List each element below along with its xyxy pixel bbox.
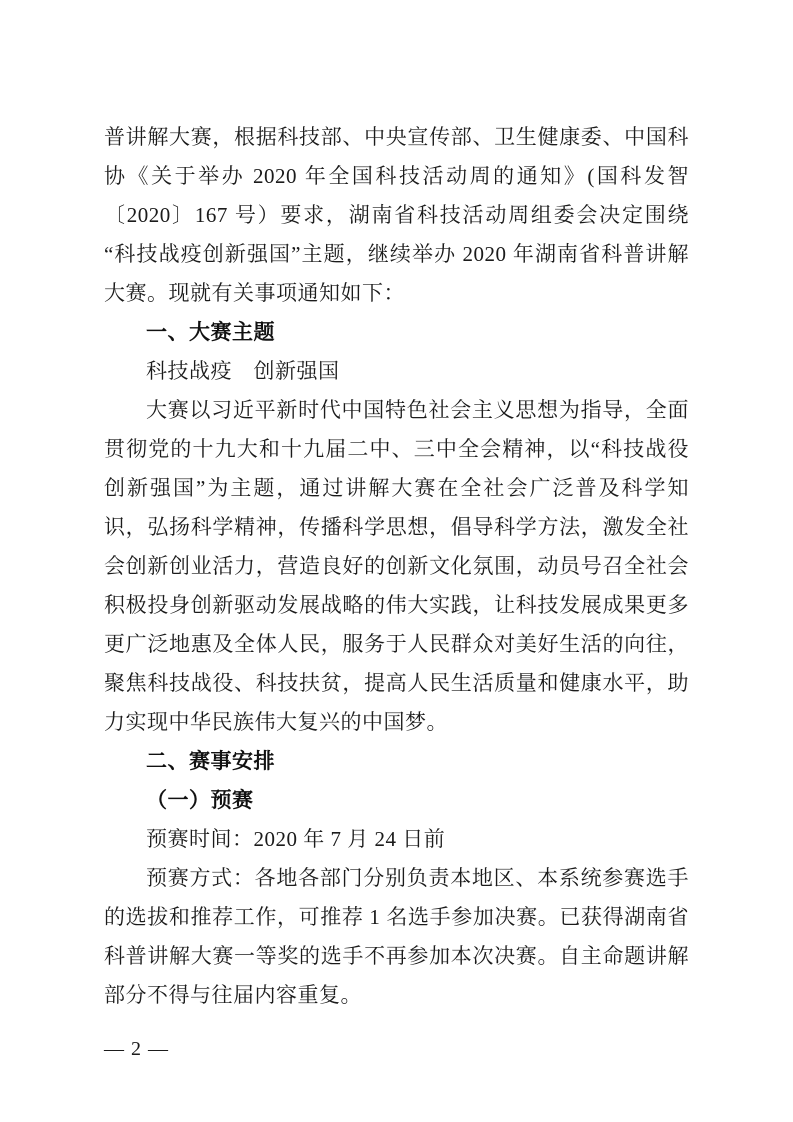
heading-event-arrangement: 二、赛事安排 — [146, 750, 275, 773]
heading-contest-theme: 一、大赛主题 — [146, 321, 275, 344]
para-guiding-ideology: 大赛以习近平新时代中国特色社会主义思想为指导，全面贯彻党的十九大和十九届二中、三中全会精神，以“科技战役创新强国”为主题，通过讲解大赛在全社会广泛普及科学知识，弘扬科学精神，传播科学思想，倡导科学方法，激发全社会创新创业活力，营造良好的创新文化氛围，动员号召全社会积极投身创新驱动发展战略的伟大实践，让科技发展成果更多更广泛地惠及全体人民，服务于人民群众对美好生活的向往，聚焦科技战役、科技扶贫，提高人民生活质量和健康水平，助力实现中华民族伟大复兴的中国梦。 — [104, 398, 689, 734]
para-preliminary-method: 预赛方式：各地各部门分别负责本地区、本系统参赛选手的选拔和推荐工作，可推荐 1 名选手参加决赛。已获得湖南省科普讲解大赛一等奖的选手不再参加本次决赛。自主命题讲解部分不得与往届内容重复。 — [104, 866, 689, 1007]
para-intro-continuation: 普讲解大赛，根据科技部、中央宣传部、卫生健康委、中国科协《关于举办 2020 年全国科技活动周的通知》(国科发智〔2020〕167 号）要求，湖南省科技活动周组委会决定围绕“科技战疫创新强国”主题，继续举办 2020 年湖南省科普讲解大赛。现就有关事项通知如下： — [104, 125, 689, 305]
heading-preliminary-round: （一）预赛 — [146, 789, 254, 812]
page-number: — 2 — — [104, 1038, 169, 1060]
para-theme-slogan: 科技战疫 创新强国 — [146, 359, 340, 383]
document-body — [104, 118, 689, 1015]
para-preliminary-time: 预赛时间：2020 年 7 月 24 日前 — [146, 827, 446, 851]
